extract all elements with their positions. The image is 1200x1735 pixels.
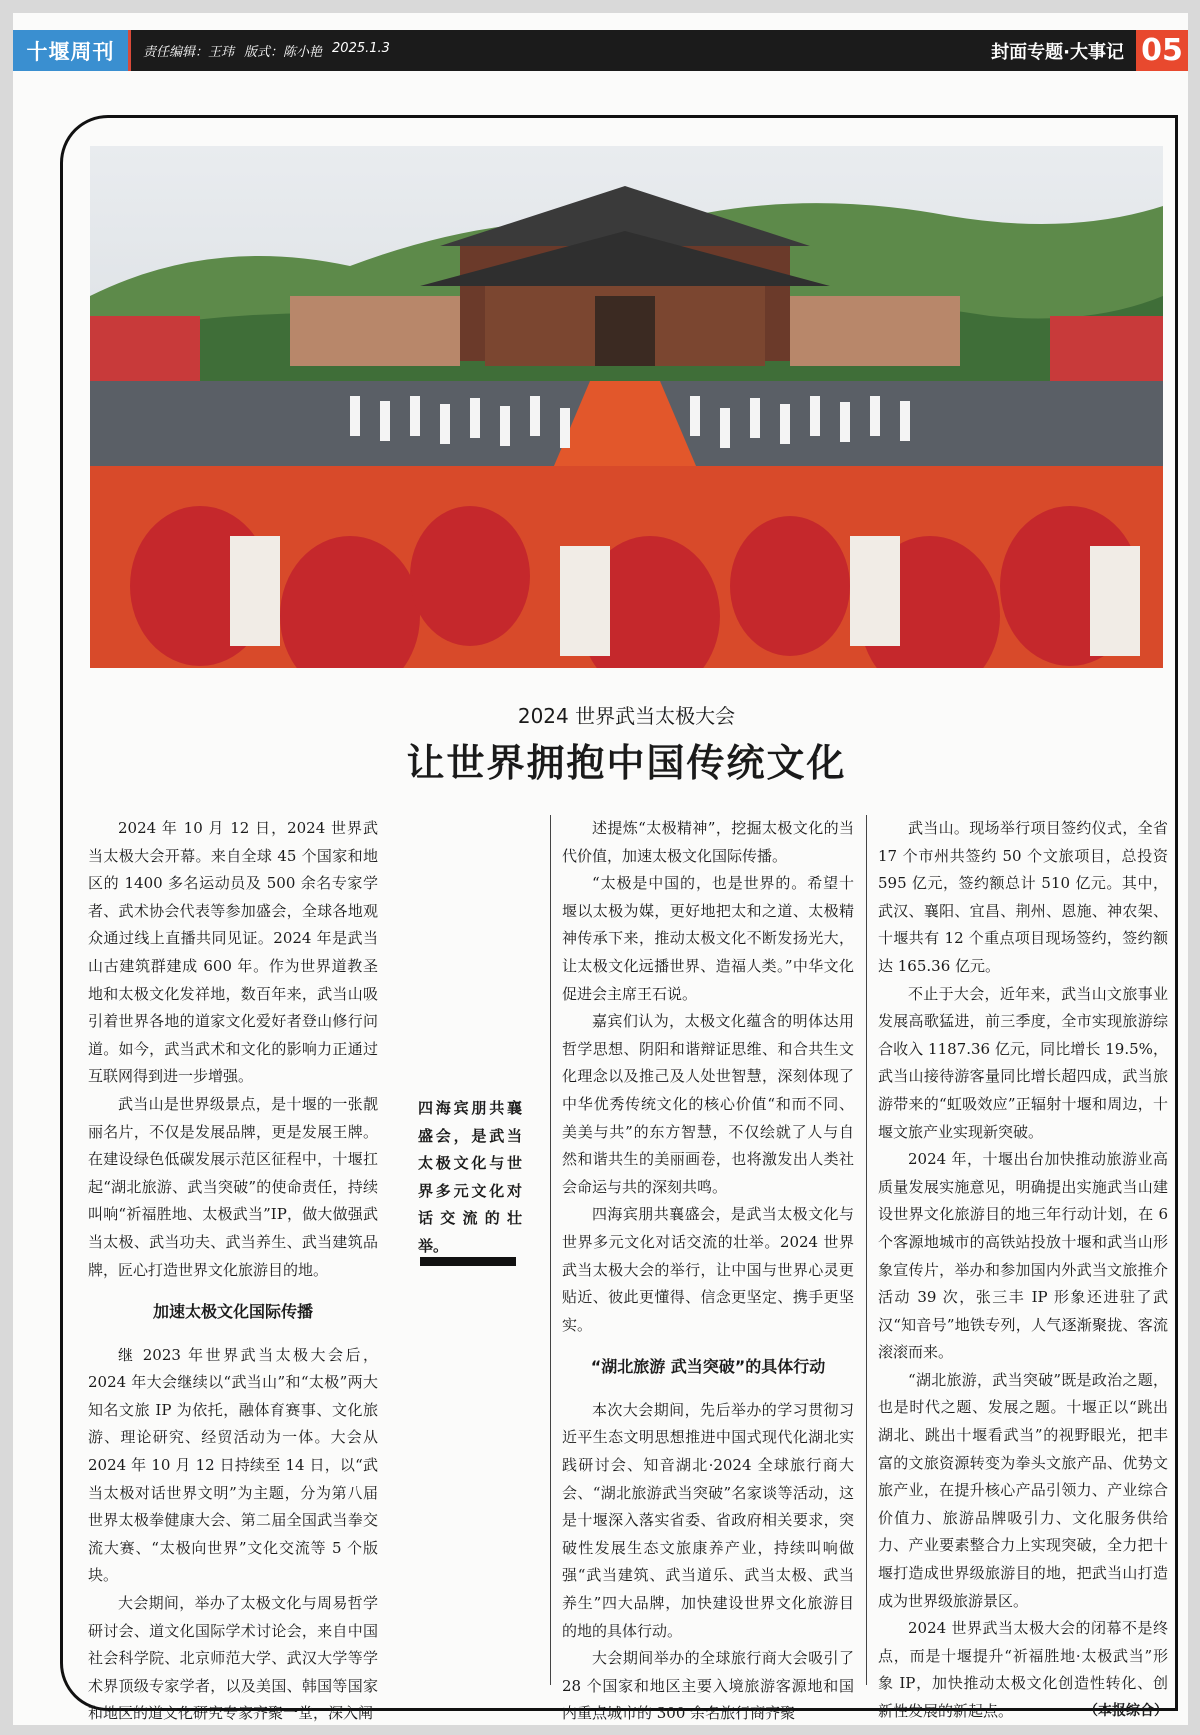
pull-quote-rule [420, 1257, 516, 1266]
article-headline: 让世界拥抱中国传统文化 [406, 740, 847, 785]
masthead [13, 30, 1188, 71]
subheading: 加速太极文化国际传播 [152, 1302, 313, 1322]
column-divider [550, 815, 551, 1685]
paragraph: 武当山是世界级景点，是十堰的一张靓丽名片，不仅是发展品牌，更是发展王牌。在建设绿色低碳发展示范区征程中，十堰扛起“湖北旅游、武当突破”的使命责任，持续叫响“祈福胜地、太极武当”IP，做大做强武当太极、武当功夫、武当养生、武当建筑品牌，匠心打造世界文化旅游目的地。 [88, 1094, 378, 1279]
article-kicker: 2024 世界武当太极大会 [517, 704, 736, 728]
subheading: “湖北旅游 武当突破”的具体行动 [590, 1357, 826, 1377]
cover-photo [90, 146, 1163, 668]
byline: （本报综合） [1084, 1703, 1168, 1719]
paragraph: 大会期间举办的全球旅行商大会吸引了 28 个国家和地区主要入境旅游客源地和国内重点城市的 300 余名旅行商齐聚 [562, 1649, 854, 1723]
pull-quote: 四海宾朋共襄盛会，是武当太极文化与世界多元文化对话交流的壮举。 [418, 1099, 522, 1255]
section-title: 封面专题·大事记 [991, 41, 1124, 63]
editor-credit: 责任编辑：王玮 [143, 45, 235, 60]
layout-credit: 版式：陈小艳 [244, 45, 323, 60]
column-divider [866, 815, 867, 1685]
paragraph: “湖北旅游，武当突破”既是政治之题，也是时代之题、发展之题。十堰正以“跳出湖北、跳出十堰看武当”的视野眼光，把丰富的文旅资源转变为拳头文旅产品、优势文旅产业，在提升核心产品引领力、产业综合价值力、旅游品牌吸引力、文化服务供给力、产业要素整合力上实现突破，全力把十堰打造成世界级旅游目的地，把武当山打造成为世界级旅游景区。 [878, 1370, 1168, 1610]
paragraph: 四海宾朋共襄盛会，是武当太极文化与世界多元文化对话交流的壮举。2024 世界武当太极大会的举行，让中国与世界心灵更贴近、彼此更懂得、信念更坚定、携手更坚实。 [562, 1205, 854, 1334]
column-3 [562, 815, 854, 1728]
paragraph: 述提炼“太极精神”，挖掘太极文化的当代价值，加速太极文化国际传播。 [562, 819, 854, 865]
paragraph: 2024 年 10 月 12 日，2024 世界武当太极大会开幕。来自全球 45 个国家和地区的 1400 多名运动员及 500 余名专家学者、武术协会代表等参加盛会，全球各地观众通过线上直播共同见证。2024 年是武当山古建筑群建成 600 年。作为世界道教圣地和太极文化发祥地，数百年来，武当山吸引着世界各地的道家文化爱好者登山修行问道。如今，武当武术和文化的影响力正通过互联网得到进一步增强。 [88, 819, 378, 1086]
page-number: 05 [1136, 30, 1188, 71]
paragraph: 大会期间，举办了太极文化与周易哲学研讨会、道文化国际学术讨论会，来自中国社会科学院、北京师范大学、武汉大学等学术界顶级专家学者，以及美国、韩国等国家和地区的道文化研究专家齐聚一堂，深入阐 [88, 1594, 378, 1723]
paragraph: 武当山。现场举行项目签约仪式，全省 17 个市州共签约 50 个文旅项目，总投资 595 亿元，签约额总计 510 亿元。其中，武汉、襄阳、宜昌、荆州、恩施、神农架、十堰共有 12 个重点项目现场签约，签约额达 165.36 亿元。 [878, 819, 1168, 975]
paragraph: “太极是中国的，也是世界的。希望十堰以太极为媒，更好地把太和之道、太极精神传承下来，推动太极文化不断发扬光大，让太极文化远播世界、造福人类。”中华文化促进会主席王石说。 [562, 874, 854, 1003]
ceremony-photo-illustration [90, 146, 1163, 668]
column-4 [878, 815, 1168, 1726]
paragraph: 本次大会期间，先后举办的学习贯彻习近平生态文明思想推进中国式现代化湖北实践研讨会、知音湖北·2024 全球旅行商大会、“湖北旅游武当突破”名家谈等活动，这是十堰深入落实省委、省政府相关要求，突破性发展生态文旅康养产业，持续叫响做强“武当建筑、武当道乐、武当太极、武当养生”四大品牌，加快建设世界文化旅游目的地的具体行动。 [562, 1400, 854, 1640]
paragraph: 不止于大会，近年来，武当山文旅事业发展高歌猛进，前三季度，全市实现旅游综合收入 1187.36 亿元，同比增长 19.5%，武当山接待游客量同比增长超四成，武当旅游带来的“虹吸效应”正辐射十堰和周边，十堰文旅产业实现新突破。 [878, 984, 1168, 1141]
paragraph-text: 2024 世界武当太极大会的闭幕不是终点，而是十堰提升“祈福胜地·太极武当”形象 IP，加快推动太极文化创造性转化、创新性发展的新起点。 [878, 1619, 1168, 1720]
brand-logo: 十堰周刊 [13, 30, 131, 71]
column-1 [88, 815, 378, 1728]
credits [143, 41, 390, 60]
paragraph: 2024 年，十堰出台加快推动旅游业高质量发展实施意见，明确提出实施武当山建设世界文化旅游目的地三年行动计划，在 6 个客源地城市的高铁站投放十堰和武当山形象宣传片，举办和参加国内外武当文旅推介活动 39 次，张三丰 IP 形象还进驻了武汉“知音号”地铁专列，人气逐渐聚拢、客流滚滚而来。 [878, 1150, 1168, 1362]
paragraph [878, 1615, 1168, 1725]
paragraph: 嘉宾们认为，太极文化蕴含的明体达用哲学思想、阴阳和谐辩证思维、和合共生文化理念以及推己及人处世智慧，深刻体现了中华优秀传统文化的核心价值“和而不同、美美与共”的东方智慧，不仅绘就了人与自然和谐共生的美丽画卷，也将激发出人类社会命运与共的深刻共鸣。 [562, 1012, 854, 1196]
issue-date: 2025.1.3 [332, 41, 390, 56]
paragraph: 继 2023 年世界武当太极大会后，2024 年大会继续以“武当山”和“太极”两大知名文旅 IP 为依托，融体育赛事、文化旅游、理论研究、经贸活动为一体。大会从 2024 年 10 月 12 日持续至 14 日，以“武当太极对话世界文明”为主题，分为第八届世界太极拳健康大会、第二届全国武当拳交流大赛、“太极向世界”文化交流等 5 个版块。 [88, 1345, 378, 1585]
